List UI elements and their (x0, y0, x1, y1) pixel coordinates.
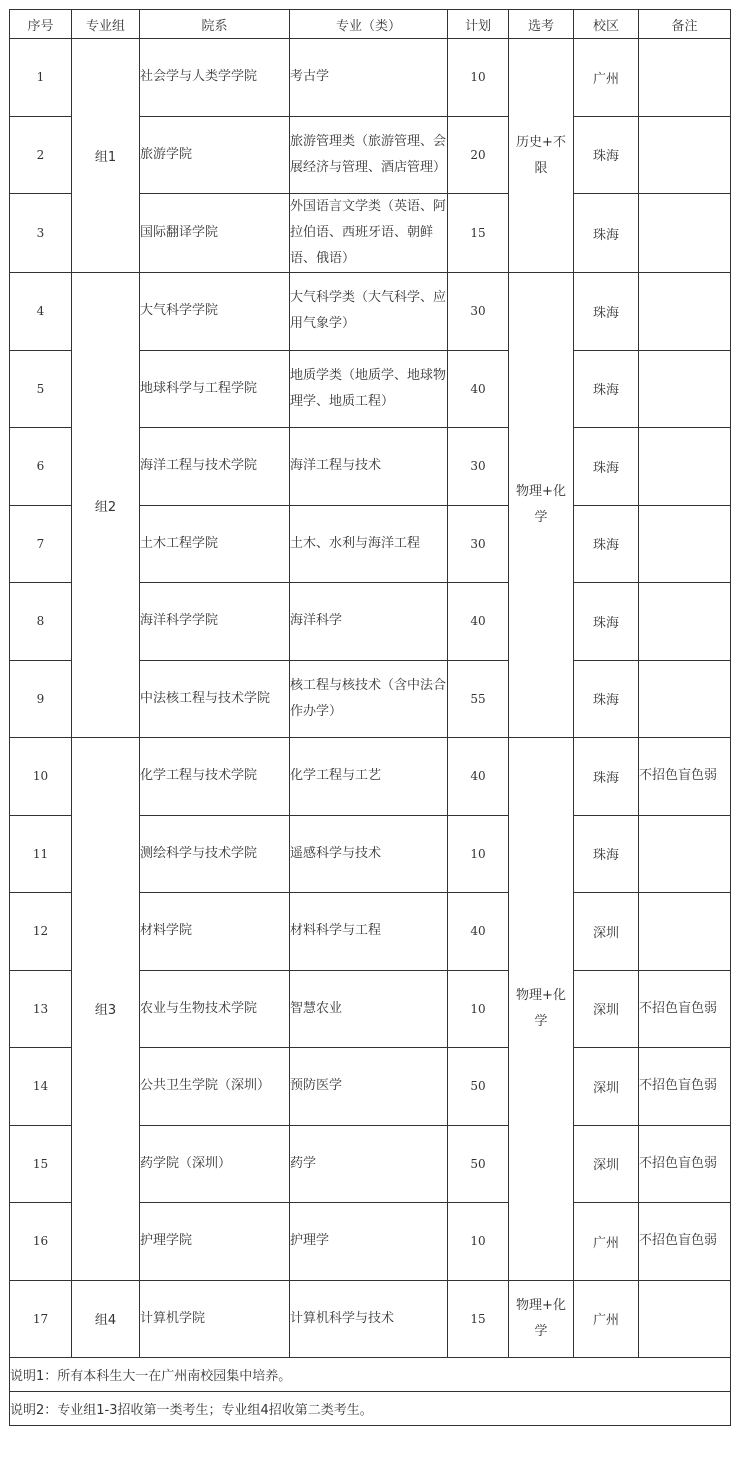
cell-remark: 不招色盲色弱 (639, 1048, 731, 1126)
enrollment-plan-table (9, 9, 731, 1426)
cell-major: 材料科学与工程 (290, 893, 448, 971)
cell-remark: 不招色盲色弱 (639, 738, 731, 816)
cell-plan: 40 (448, 350, 509, 428)
header-row (10, 10, 731, 39)
cell-college: 社会学与人类学学院 (140, 39, 290, 117)
cell-plan: 10 (448, 970, 509, 1048)
cell-campus: 珠海 (574, 194, 639, 273)
cell-plan: 50 (448, 1125, 509, 1203)
cell-campus: 广州 (574, 39, 639, 117)
cell-group: 组2 (72, 273, 140, 738)
cell-college: 国际翻译学院 (140, 194, 290, 273)
cell-plan: 20 (448, 116, 509, 194)
cell-remark (639, 39, 731, 117)
cell-subject: 物理+化 学 (509, 738, 574, 1281)
cell-plan: 40 (448, 738, 509, 816)
cell-major: 海洋科学 (290, 583, 448, 661)
cell-major: 智慧农业 (290, 970, 448, 1048)
cell-group: 组1 (72, 39, 140, 273)
cell-subject: 物理+化 学 (509, 1280, 574, 1358)
cell-no: 3 (10, 194, 72, 273)
cell-plan: 15 (448, 1280, 509, 1358)
cell-college: 海洋科学学院 (140, 583, 290, 661)
cell-remark (639, 815, 731, 893)
note-1: 说明1：所有本科生大一在广州南校园集中培养。 (10, 1358, 731, 1392)
header-no: 序号 (10, 10, 72, 39)
cell-no: 7 (10, 505, 72, 583)
cell-campus: 珠海 (574, 738, 639, 816)
cell-campus: 珠海 (574, 660, 639, 738)
header-plan: 计划 (448, 10, 509, 39)
cell-campus: 珠海 (574, 273, 639, 351)
cell-major: 旅游管理类（旅游管理、会展经济与管理、酒店管理） (290, 116, 448, 194)
cell-major: 护理学 (290, 1203, 448, 1281)
cell-group: 组3 (72, 738, 140, 1281)
table-row (10, 1280, 731, 1358)
note-row (10, 1392, 731, 1426)
cell-major: 预防医学 (290, 1048, 448, 1126)
cell-campus: 深圳 (574, 893, 639, 971)
cell-remark (639, 583, 731, 661)
note-2: 说明2：专业组1-3招收第一类考生；专业组4招收第二类考生。 (10, 1392, 731, 1426)
cell-campus: 珠海 (574, 583, 639, 661)
cell-no: 12 (10, 893, 72, 971)
cell-campus: 珠海 (574, 505, 639, 583)
cell-major: 核工程与核技术（含中法合作办学） (290, 660, 448, 738)
cell-no: 16 (10, 1203, 72, 1281)
cell-no: 1 (10, 39, 72, 117)
cell-remark (639, 660, 731, 738)
cell-no: 17 (10, 1280, 72, 1358)
cell-plan: 55 (448, 660, 509, 738)
header-college: 院系 (140, 10, 290, 39)
cell-no: 8 (10, 583, 72, 661)
cell-major: 考古学 (290, 39, 448, 117)
cell-no: 13 (10, 970, 72, 1048)
cell-group: 组4 (72, 1280, 140, 1358)
cell-campus: 珠海 (574, 815, 639, 893)
cell-college: 旅游学院 (140, 116, 290, 194)
header-subject: 选考 (509, 10, 574, 39)
table-row (10, 273, 731, 351)
note-row (10, 1358, 731, 1392)
cell-remark: 不招色盲色弱 (639, 1203, 731, 1281)
cell-college: 材料学院 (140, 893, 290, 971)
cell-plan: 50 (448, 1048, 509, 1126)
cell-remark (639, 273, 731, 351)
cell-campus: 珠海 (574, 116, 639, 194)
cell-plan: 30 (448, 428, 509, 506)
cell-college: 海洋工程与技术学院 (140, 428, 290, 506)
cell-no: 5 (10, 350, 72, 428)
cell-subject: 物理+化 学 (509, 273, 574, 738)
cell-remark (639, 116, 731, 194)
table-row (10, 39, 731, 117)
cell-remark (639, 428, 731, 506)
header-major: 专业（类） (290, 10, 448, 39)
cell-major: 土木、水利与海洋工程 (290, 505, 448, 583)
cell-remark (639, 1280, 731, 1358)
cell-college: 药学院（深圳） (140, 1125, 290, 1203)
cell-remark (639, 350, 731, 428)
cell-remark: 不招色盲色弱 (639, 970, 731, 1048)
cell-major: 化学工程与工艺 (290, 738, 448, 816)
cell-college: 地球科学与工程学院 (140, 350, 290, 428)
cell-no: 2 (10, 116, 72, 194)
cell-remark: 不招色盲色弱 (639, 1125, 731, 1203)
cell-college: 土木工程学院 (140, 505, 290, 583)
cell-no: 6 (10, 428, 72, 506)
table-row (10, 738, 731, 816)
cell-plan: 40 (448, 893, 509, 971)
cell-major: 地质学类（地质学、地球物理学、地质工程） (290, 350, 448, 428)
cell-campus: 广州 (574, 1203, 639, 1281)
cell-plan: 30 (448, 273, 509, 351)
cell-no: 11 (10, 815, 72, 893)
cell-major: 遥感科学与技术 (290, 815, 448, 893)
cell-college: 护理学院 (140, 1203, 290, 1281)
cell-plan: 10 (448, 39, 509, 117)
cell-college: 农业与生物技术学院 (140, 970, 290, 1048)
cell-college: 公共卫生学院（深圳） (140, 1048, 290, 1126)
header-remark: 备注 (639, 10, 731, 39)
cell-plan: 40 (448, 583, 509, 661)
cell-no: 4 (10, 273, 72, 351)
cell-plan: 10 (448, 1203, 509, 1281)
cell-plan: 30 (448, 505, 509, 583)
cell-remark (639, 505, 731, 583)
cell-remark (639, 893, 731, 971)
cell-major: 药学 (290, 1125, 448, 1203)
cell-college: 计算机学院 (140, 1280, 290, 1358)
header-campus: 校区 (574, 10, 639, 39)
cell-major: 海洋工程与技术 (290, 428, 448, 506)
cell-college: 化学工程与技术学院 (140, 738, 290, 816)
cell-campus: 深圳 (574, 1125, 639, 1203)
cell-no: 9 (10, 660, 72, 738)
cell-major: 外国语言文学类（英语、阿拉伯语、西班牙语、朝鲜语、俄语） (290, 194, 448, 273)
cell-major: 大气科学类（大气科学、应用气象学） (290, 273, 448, 351)
cell-campus: 广州 (574, 1280, 639, 1358)
cell-campus: 深圳 (574, 970, 639, 1048)
cell-plan: 10 (448, 815, 509, 893)
cell-campus: 珠海 (574, 350, 639, 428)
cell-subject: 历史+不 限 (509, 39, 574, 273)
cell-college: 中法核工程与技术学院 (140, 660, 290, 738)
header-group: 专业组 (72, 10, 140, 39)
cell-campus: 深圳 (574, 1048, 639, 1126)
cell-no: 14 (10, 1048, 72, 1126)
cell-remark (639, 194, 731, 273)
cell-college: 测绘科学与技术学院 (140, 815, 290, 893)
cell-college: 大气科学学院 (140, 273, 290, 351)
cell-no: 15 (10, 1125, 72, 1203)
cell-campus: 珠海 (574, 428, 639, 506)
cell-major: 计算机科学与技术 (290, 1280, 448, 1358)
cell-plan: 15 (448, 194, 509, 273)
cell-no: 10 (10, 738, 72, 816)
